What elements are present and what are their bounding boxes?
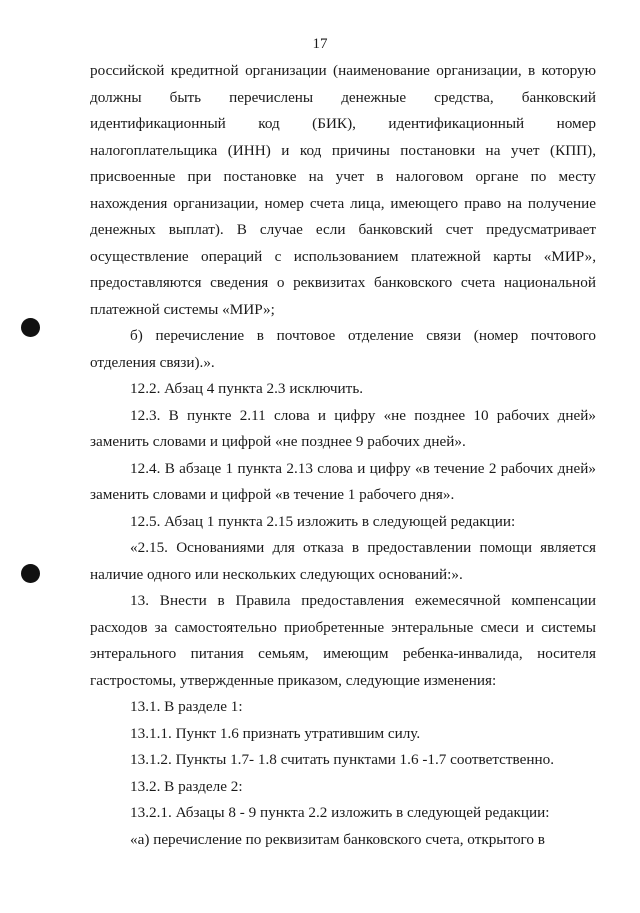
paragraph-13-1-2: 13.1.2. Пункты 1.7- 1.8 считать пунктами 1.6 -1.7 соответственно. (130, 751, 555, 768)
paragraph-13: 13. Внести в Правила предоставления ежемесячной компенсации расходов за самостоятельно приобретенные энтеральные смеси и системы энтерального питания семьям, имеющим ребенка-инвалида, носителя гастростомы, утвержденные приказом, следующие изменения: (90, 592, 596, 689)
paragraph-13-2-1: 13.2.1. Абзацы 8 - 9 пункта 2.2 изложить в следующей редакции: (130, 804, 550, 821)
page-number: 17 (312, 36, 328, 52)
paragraph-12-3: 12.3. В пункте 2.11 слова и цифру «не позднее 10 рабочих дней» заменить словами и цифрой «не позднее 9 рабочих дней». (90, 406, 596, 450)
paragraph-bank-details-continued: российской кредитной организации (наименование организации, в которую должны быть перечислены денежные средства, банковский идентификационный код (БИК), идентификационный номер налогоплательщика (ИНН) и код причины постановки на учет (КПП), присвоенные при постановке на учет в налоговом органе по месту нахождения организации, номер счета лица, имеющего право на получение денежных выплат). В случае если банковский счет предусматривает осуществление операций с использованием платежной карты «МИР», предоставляются сведения о реквизитах банковского счета национальной платежной системы «МИР»; (90, 62, 596, 318)
paragraph-postal-transfer: б) перечисление в почтовое отделение связи (номер почтового отделения связи).». (90, 327, 596, 371)
paragraph-12-2: 12.2. Абзац 4 пункта 2.3 исключить. (130, 380, 364, 397)
punch-hole-bottom (21, 564, 40, 583)
paragraph-13-1-1: 13.1.1. Пункт 1.6 признать утратившим силу. (130, 724, 421, 742)
paragraph-12-4: 12.4. В абзаце 1 пункта 2.13 слова и цифру «в течение 2 рабочих дней» заменить словами и цифрой «в течение 1 рабочего дня». (90, 459, 596, 503)
paragraph-13-2: 13.2. В разделе 2: (130, 777, 243, 795)
paragraph-12-5: 12.5. Абзац 1 пункта 2.15 изложить в следующей редакции: (130, 512, 516, 530)
paragraph-2-15-quote: «2.15. Основаниями для отказа в предоставлении помощи является наличие одного или нескольких следующих оснований:». (90, 539, 596, 583)
paragraph-13-1: 13.1. В разделе 1: (130, 698, 243, 715)
paragraph-a-bank-transfer: «а) перечисление по реквизитам банковского счета, открытого в (130, 830, 545, 848)
document-body (90, 58, 596, 853)
punch-hole-top (21, 318, 40, 337)
